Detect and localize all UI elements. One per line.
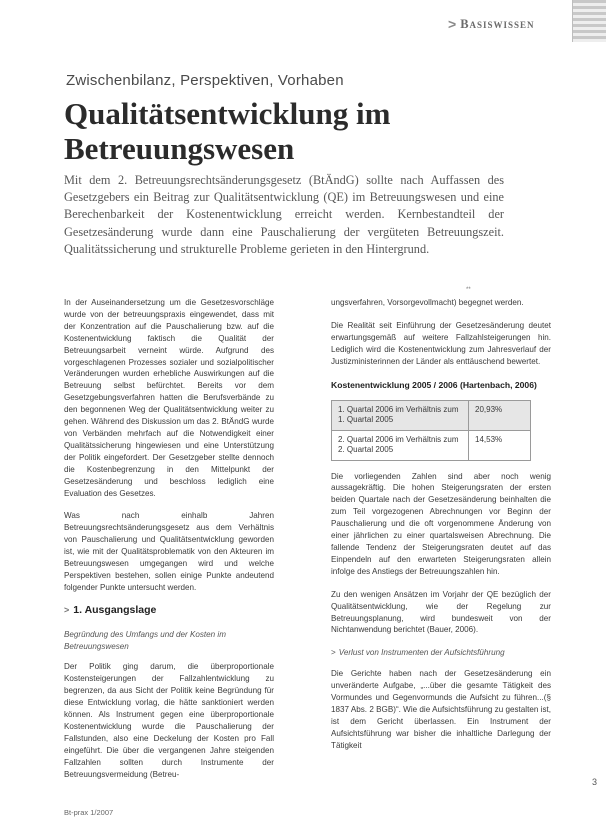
subheading (331, 647, 551, 659)
paragraph: In der Auseinandersetzung um die Gesetzesvorschläge wurde von der betreuungspraxis eingewendet, dass mit der Konzentration auf die Pauschalierung bzw. auf die Kostenentwicklung faktisch die Qualität der Betreuungsarbeit verneint würde. Aufgrund des vorgeschlagenen Prozesses sozialer und sozialpolitischer Veränderungen wurden erhebliche Auswirkungen auf die Betreuung selbst befürchtet. Bereits vor dem Gesetzgebungsverfahren hatten die Berufsverbände zu den begonnenen Weg der Qualitätsentwicklung weiter zu gehen. Während des Diskussion um das 2. BtÄndG wurde von Verbänden mehrfach auf die Notwendigkeit einer Qualitätssicherung hingewiesen und eine Unterstützung der Politik eingefordert. Der Gesetzgeber stellte dennoch die Kostenbegrenzung in den Mittelpunkt der Gesetzesänderung und beschloss lediglich eine Evaluation des Gesetzes. (64, 298, 274, 498)
paragraph: Die vorliegenden Zahlen sind aber noch wenig aussagekräftig. Die hohen Steigerungsraten der ersten beiden Quartale nach der Gesetzesänderung beinhalten die zum Teil vorgezogenen Abrechnungen vor Beginn der Pauschalierung und die oft vorgenommene Änderung von einer jährlichen zu einer quartalsweisen Abrechnung. Die fallende Tendenz der Steigerungsraten deutet auf das Einpendeln auf den erwarteten Steigerungsraten allein infolge des Anstiegs der Betreuungszahlen hin. (331, 471, 551, 576)
section-header (448, 14, 535, 34)
table-cell-label: 2. Quartal 2006 im Verhältnis zum 2. Quartal 2005 (332, 430, 469, 460)
paragraph: Was nach einhalb Jahren Betreuungsrechtsänderungsgesetz aus dem Verhältnis von Pauschalierung und Qualitätsentwicklung geworden ist, wie mit der Qualitätsproblematik von den Akteuren im Betreuungswesen umgegangen wird und welche Perspektiven bestehen, sollen einige Punkte andeutend folgender Punkte untersucht werden. (64, 511, 274, 592)
paragraph: Die Gerichte haben nach der Gesetzesänderung ein unveränderte Aufgabe, „...über die gesamte Tätigkeit des Vormundes und Gegenvormunds die Aufsicht zu führen...(§ 1837 Abs. 2 BGB)“. Wie die Aufsichtsführung zu gestalten ist, ist dem Gericht überlassen. Ein Instrument der Aufsichtsführung war bisher die inhaltliche Darlegung der Tätigkeit (331, 669, 551, 750)
subheading-text: Verlust von Instrumenten der Aufsichtsführung (338, 648, 505, 658)
paragraph: Zu den wenigen Ansätzen im Vorjahr der QE bezüglich der Qualitätsentwicklung, wie der Regelung zur Betreuungsplanung, wird bundesweit von der Nichtanwendung berichtet (Bauer, 2006). (331, 589, 551, 635)
table-cell-value: 14,53% (469, 430, 531, 460)
table-cell-value: 20,93% (469, 400, 531, 430)
table-row (332, 430, 531, 460)
cost-development-table (331, 400, 531, 461)
subheading: Begründung des Umfangs und der Kosten im Betreuungswesen (64, 629, 226, 651)
chevron-right-icon: > (64, 604, 70, 615)
right-column (331, 297, 551, 761)
article-lead: Mit dem 2. Betreuungsrechtsänderungsgesetz (BtÄndG) sollte nach Auffassen des Gesetzgebers ein Beitrag zur Qualitätsentwicklung (QE) im Betreuungswesen und eine Berechenbarkeit der Kostenentwicklung erreicht werden. Kernbestandteil der Gesetzesänderung wurde dann eine Pauschalierung der vergüteten Betreuungszeit. Qualitätssicherung und strukturelle Probleme gerieten in den Hintergrund. (64, 173, 504, 256)
paragraph: Der Politik ging darum, die überproportionale Kostensteigerungen der Fallzahlentwicklung zu begrenzen, da aus Sicht der Politik keine Begründung für diese Entwicklung vorlag, die hätte sanktioniert werden können. Als Instrument gegen eine überproportionale Kostenentwicklung wurde die Pauschalierung der Fallstunden, also eine Deckelung der Kosten pro Fall eingeführt. Die über die vergangenen Jahre steigenden Fallzahlen sollten durch Instrumente der Betreuungsvermeidung (Betreu- (64, 662, 274, 779)
publication-logo (572, 0, 606, 42)
paragraph: ungsverfahren, Vorsorgevollmacht) begegnet werden. (331, 298, 524, 307)
paragraph: Die Realität seit Einführung der Gesetzesänderung deutet erwartungsgemäß auf weitere Fallzahlsteigerungen hin. Lediglich wird die Kostenentwicklung zum Jahresverlauf der Justizministerinnen der Länder als enttäuschend bewertet. (331, 320, 551, 366)
footer-citation: Bt-prax 1/2007 (64, 808, 114, 817)
heading-text: Ausgangslage (84, 603, 157, 616)
section-label: Basiswissen (460, 16, 535, 31)
article-title: Qualitätsentwicklung im Betreuungswesen (64, 96, 391, 166)
tiny-mark: ** (466, 287, 471, 293)
table-cell-label: 1. Quartal 2006 im Verhältnis zum 1. Quartal 2005 (332, 400, 469, 430)
article-kicker: Zwischenbilanz, Perspektiven, Vorhaben (66, 72, 344, 89)
chevron-right-icon: > (448, 16, 457, 32)
section-heading (64, 605, 274, 617)
page-number: 3 (592, 777, 598, 787)
table-row (332, 400, 531, 430)
left-column (64, 297, 274, 790)
table-title: Kostenentwicklung 2005 / 2006 (Hartenbach, 2006) (331, 379, 537, 390)
heading-number: 1. (73, 603, 83, 616)
chevron-right-icon: > (331, 648, 336, 658)
